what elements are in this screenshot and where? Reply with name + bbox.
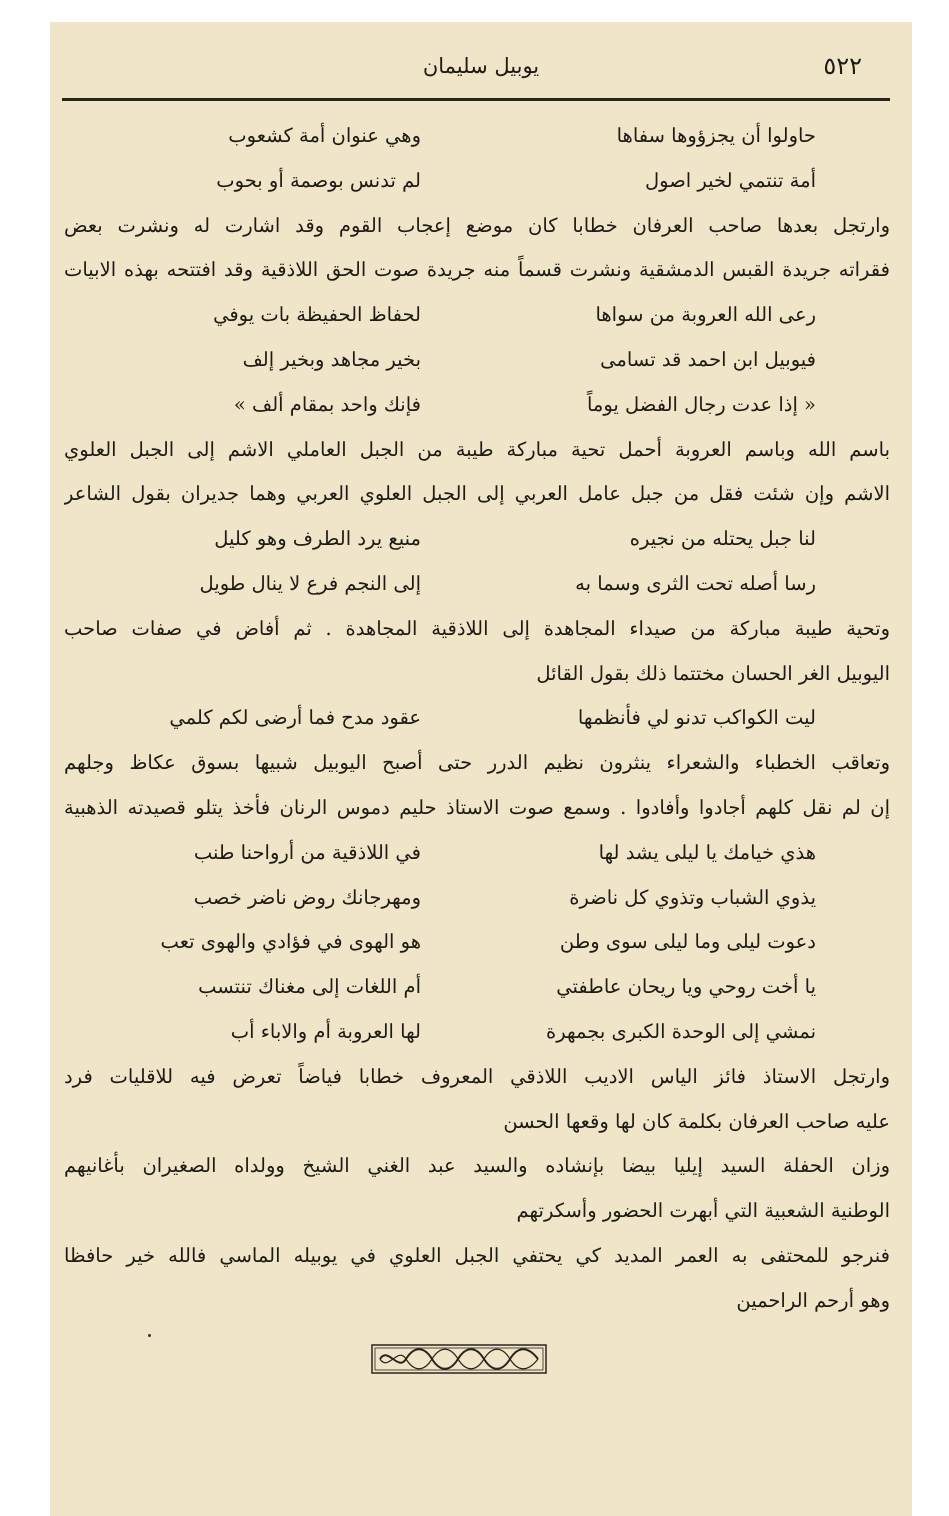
hemistich-right: فيوبيل ابن احمد قد تسامى [600, 347, 816, 371]
hemistich-right: لنا جبل يحتله من نجيره [629, 527, 816, 551]
hemistich-right: رسا أصله تحت الثرى وسما به [575, 571, 816, 595]
hemistich-left: منيع يرد الطرف وهو كليل [214, 527, 421, 551]
hemistich-right: يذوي الشباب وتذوي كل ناضرة [569, 885, 816, 909]
hemistich-left: بخير مجاهد وبخير إلف [242, 347, 421, 371]
hemistich-right: دعوت ليلى وما ليلى سوى وطن [559, 930, 816, 954]
hemistich-left: ومهرجانك روض ناضر خصب [193, 885, 421, 909]
hemistich-left: عقود مدح فما أرضى لكم كلمي [169, 706, 421, 730]
hemistich-left: لحفاظ الحفيظة بات يوفي [213, 303, 421, 327]
prose-line: فقراته جريدة القبس الدمشقية ونشرت قسماً منه جريدة صوت الحق اللاذقية وقد افتتحه بهذه الابيات [64, 258, 890, 282]
verse-line [64, 1010, 890, 1055]
prose-line: إن لم نقل كلهم أجادوا وأفادوا . وسمع صوت الاستاذ حليم دموس الرنان فأخذ يتلو قصيدته الذهبية [64, 795, 890, 819]
page-number: ٥٢٢ [823, 52, 862, 80]
ink-speck [148, 1334, 151, 1337]
book-page [50, 22, 912, 1516]
hemistich-right: هذي خيامك يا ليلى يشد لها [598, 840, 816, 864]
decorative-border-ornament [370, 1342, 548, 1376]
verse-line [64, 562, 890, 607]
header-rule [62, 98, 890, 101]
prose-line: عليه صاحب العرفان بكلمة كان لها وقعها الحسن [503, 1109, 890, 1133]
prose-line: فنرجو للمحتفى به العمر المديد كي يحتفي الجبل العلوي في يوبيله الماسي فالله خير حافظا [64, 1243, 890, 1267]
prose-line: الوطنية الشعبية التي أبهرت الحضور وأسكرتهم [516, 1199, 890, 1223]
running-title: يوبيل سليمان [422, 54, 540, 78]
prose-line: وتحية طيبة مباركة من صيداء المجاهدة إلى اللاذقية المجاهدة . ثم أفاض في صفات صاحب [64, 616, 890, 640]
hemistich-left: وهي عنوان أمة كشعوب [228, 124, 421, 147]
hemistich-right: يا أخت روحي ويا ريحان عاطفتي [556, 975, 816, 999]
verse-line [64, 696, 890, 741]
verse-line [64, 293, 890, 338]
verse-line [64, 876, 890, 921]
hemistich-left: لها العروبة أم والاباء أب [230, 1019, 421, 1043]
hemistich-right: نمشي إلى الوحدة الكبرى بجمهرة [546, 1019, 816, 1043]
prose-line: اليوبيل الغر الحسان مختتما ذلك بقول القائل [536, 661, 890, 685]
hemistich-left: لم تدنس بوصمة أو بحوب [216, 168, 421, 192]
hemistich-left: فإنك واحد بمقام ألف » [233, 392, 421, 416]
hemistich-right: ليت الكواكب تدنو لي فأنظمها [577, 706, 816, 730]
hemistich-right: حاولوا أن يجزؤوها سفاها [616, 124, 816, 147]
hemistich-left: هو الهوى في فؤادي والهوى تعب [160, 930, 421, 954]
verse-line [64, 114, 890, 159]
prose-line: وارتجل بعدها صاحب العرفان خطابا كان موضع إعجاب القوم وقد اشارت له ونشرت بعض [64, 213, 890, 237]
verse-line [64, 383, 890, 428]
prose-line: وهو أرحم الراحمين [736, 1288, 890, 1312]
body-text [64, 114, 890, 1324]
verse-line [64, 517, 890, 562]
verse-line [64, 920, 890, 965]
prose-line: وزان الحفلة السيد إيليا بيضا بإنشاده والسيد عبد الغني الشيخ وولداه الصغيران بأغانيهم [64, 1154, 890, 1178]
verse-line [64, 159, 890, 204]
hemistich-right: « إذا عدت رجال الفضل يوماً [586, 392, 816, 416]
verse-line [64, 965, 890, 1010]
verse-line [64, 831, 890, 876]
prose-line: وتعاقب الخطباء والشعراء ينثرون نظيم الدرر حتى أصبح اليوبيل شبيها بسوق عكاظ وجلهم [64, 751, 890, 775]
prose-line: الاشم وإن شئت فقل من جبل عامل العربي إلى الجبل العلوي العربي وهما جديران بقول الشاعر [64, 482, 890, 506]
hemistich-left: في اللاذقية من أرواحنا طنب [193, 840, 421, 864]
hemistich-left: إلى النجم فرع لا ينال طويل [199, 571, 421, 595]
page-header [50, 50, 912, 90]
prose-line: باسم الله وباسم العروبة أحمل تحية مباركة طيبة من الجبل العاملي الاشم إلى الجبل العلوي [64, 437, 890, 461]
prose-line: وارتجل الاستاذ فائز الياس الاديب اللاذقي المعروف خطابا فياضاً تعرض فيه للاقليات فرد [64, 1064, 890, 1088]
hemistich-left: أم اللغات إلى مغناك تنتسب [198, 975, 421, 999]
hemistich-right: أمة تنتمي لخير اصول [644, 168, 816, 192]
hemistich-right: رعى الله العروبة من سواها [595, 303, 816, 327]
verse-line [64, 338, 890, 383]
